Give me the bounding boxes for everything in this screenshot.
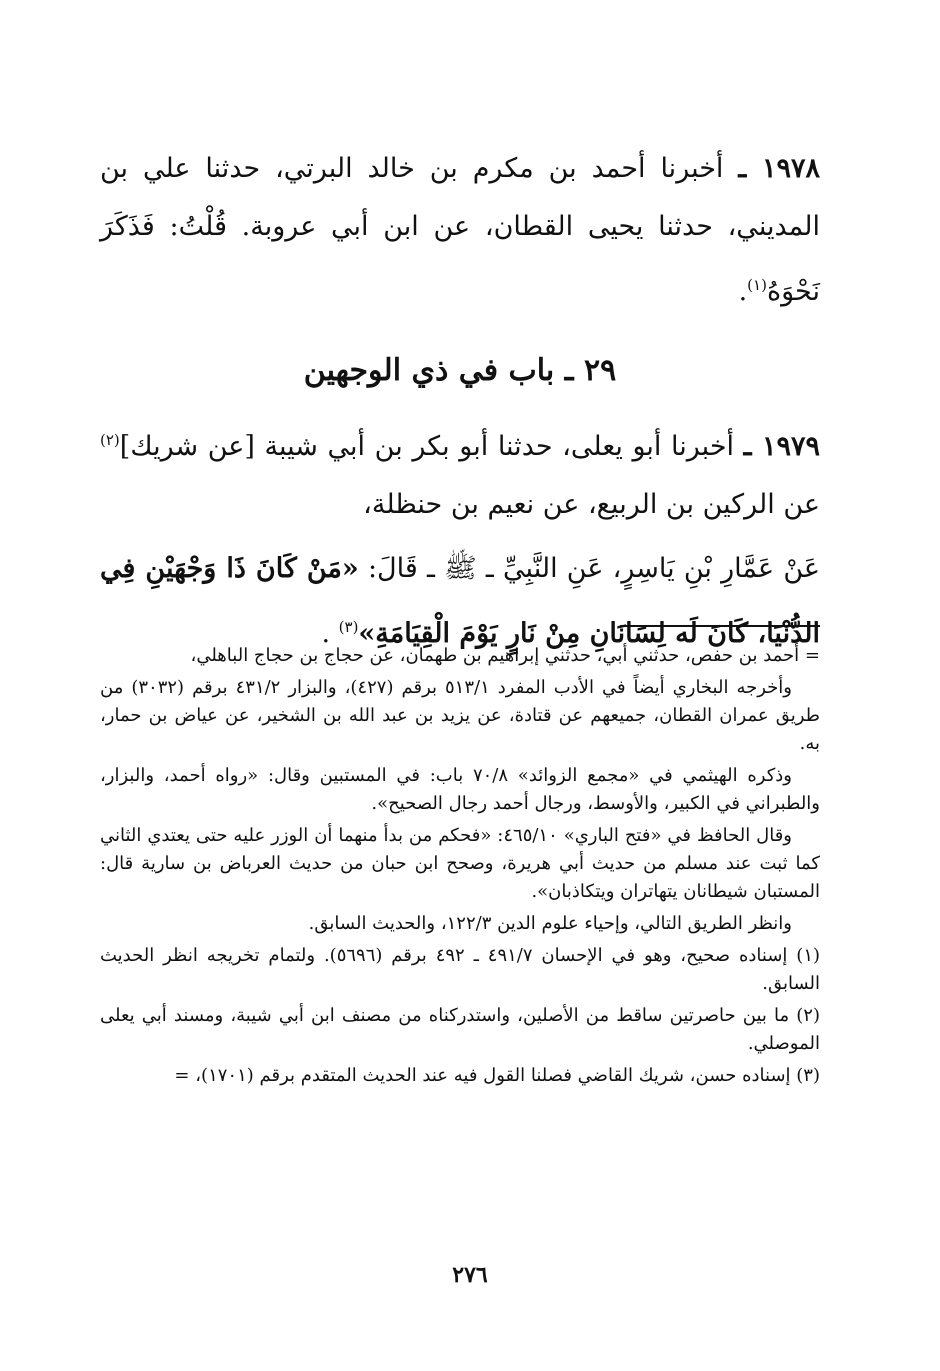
isnad-text: أخبرنا أبو يعلى، حدثنا أبو بكر بن أبي شيبة [عن شريك] [119,431,735,462]
footnote-divider [620,625,820,627]
page-number: ٢٧٦ [452,1262,488,1288]
period: . [738,276,748,307]
hadith-1978 [100,140,820,321]
footnotes [100,642,820,1094]
main-text [100,140,820,663]
footnote-paragraph: وذكره الهيثمي في «مجمع الزوائد» ٧٠/٨ باب: في المستبين وقال: «رواه أحمد، والبزار، والطبراني في الكبير، والأوسط، ورجال أحمد رجال الصحيح». [100,765,820,814]
footnote-ref: (٣) [338,618,359,636]
matn-intro: عَنْ عَمَّارِ بْنِ يَاسِرٍ، عَنِ النَّبِيِّ ـ ﷺ ـ قَالَ: [367,553,820,584]
footnote-continuation: = أحمد بن حفص، حدثني أبي، حدثني إبراهيم بن طهمان، عن حجاج بن حجاج الباهلي، [190,645,820,666]
hadith-number: ١٩٧٨ ـ [738,153,821,184]
period: . [321,618,331,649]
footnote-paragraph: وانظر الطريق التالي، وإحياء علوم الدين ١٢٢/٣، والحديث السابق. [308,913,792,934]
footnote-3: (٣) إسناده حسن، شريك القاضي فصلنا القول فيه عند الحديث المتقدم برقم (١٧٠١)، = [174,1065,820,1086]
footnote-ref: (٢) [100,431,120,449]
hadith-number: ١٩٧٩ ـ [743,431,820,462]
hadith-1979-isnad [100,411,820,534]
footnote-2: (٢) ما بين حاصرتين ساقط من الأصلين، واستدركناه من مصنف ابن أبي شيبة، ومسند أبي يعلى الموصلي. [100,1005,820,1054]
footnote-ref: (١) [747,276,767,294]
footnote-paragraph: وأخرجه البخاري أيضاً في الأدب المفرد ٥١٣/١ برقم (٤٢٧)، والبزار ٤٣١/٢ برقم (٣٠٣٢) من طريق عمران القطان، جميعهم عن قتادة، عن يزيد بن عبد الله بن الشخير، عن عياض بن حمار، به. [100,677,820,754]
matn-text: «مَنْ كَانَ ذَا وَجْهَيْنِ فِي الدُّنْيَا، كَانَ لَه لِسَانَانِ مِنْ نَارٍ يَوْمَ الْقِيَامَةِ» [100,553,820,649]
chapter-heading: ٢٩ ـ باب في ذي الوجهين [303,353,617,388]
footnote-1: (١) إسناده صحيح، وهو في الإحسان ٤٩١/٧ ـ ٤٩٢ برقم (٥٦٩٦). ولتمام تخريجه انظر الحديث السابق. [100,945,821,994]
footnote-paragraph: وقال الحافظ في «فتح الباري» ٤٦٥/١٠: «فحكم من بدأ منهما أن الوزر عليه حتى يعتدي الثاني كما ثبت عند مسلم من حديث أبي هريرة، وصحح ابن حبان من حديث العرباض بن سارية قال: المستبان شيطانان يتهاتران ويتكاذبان». [100,825,820,902]
isnad-rest: عن الركين بن الربيع، عن نعيم بن حنظلة، [363,489,820,520]
hadith-text: أخبرنا أحمد بن مكرم بن خالد البرتي، حدثنا علي بن المديني، حدثنا يحيى القطان، عن ابن أبي عروبة. قُلْتُ: فَذَكَرَ نَحْوَهُ [100,153,820,307]
